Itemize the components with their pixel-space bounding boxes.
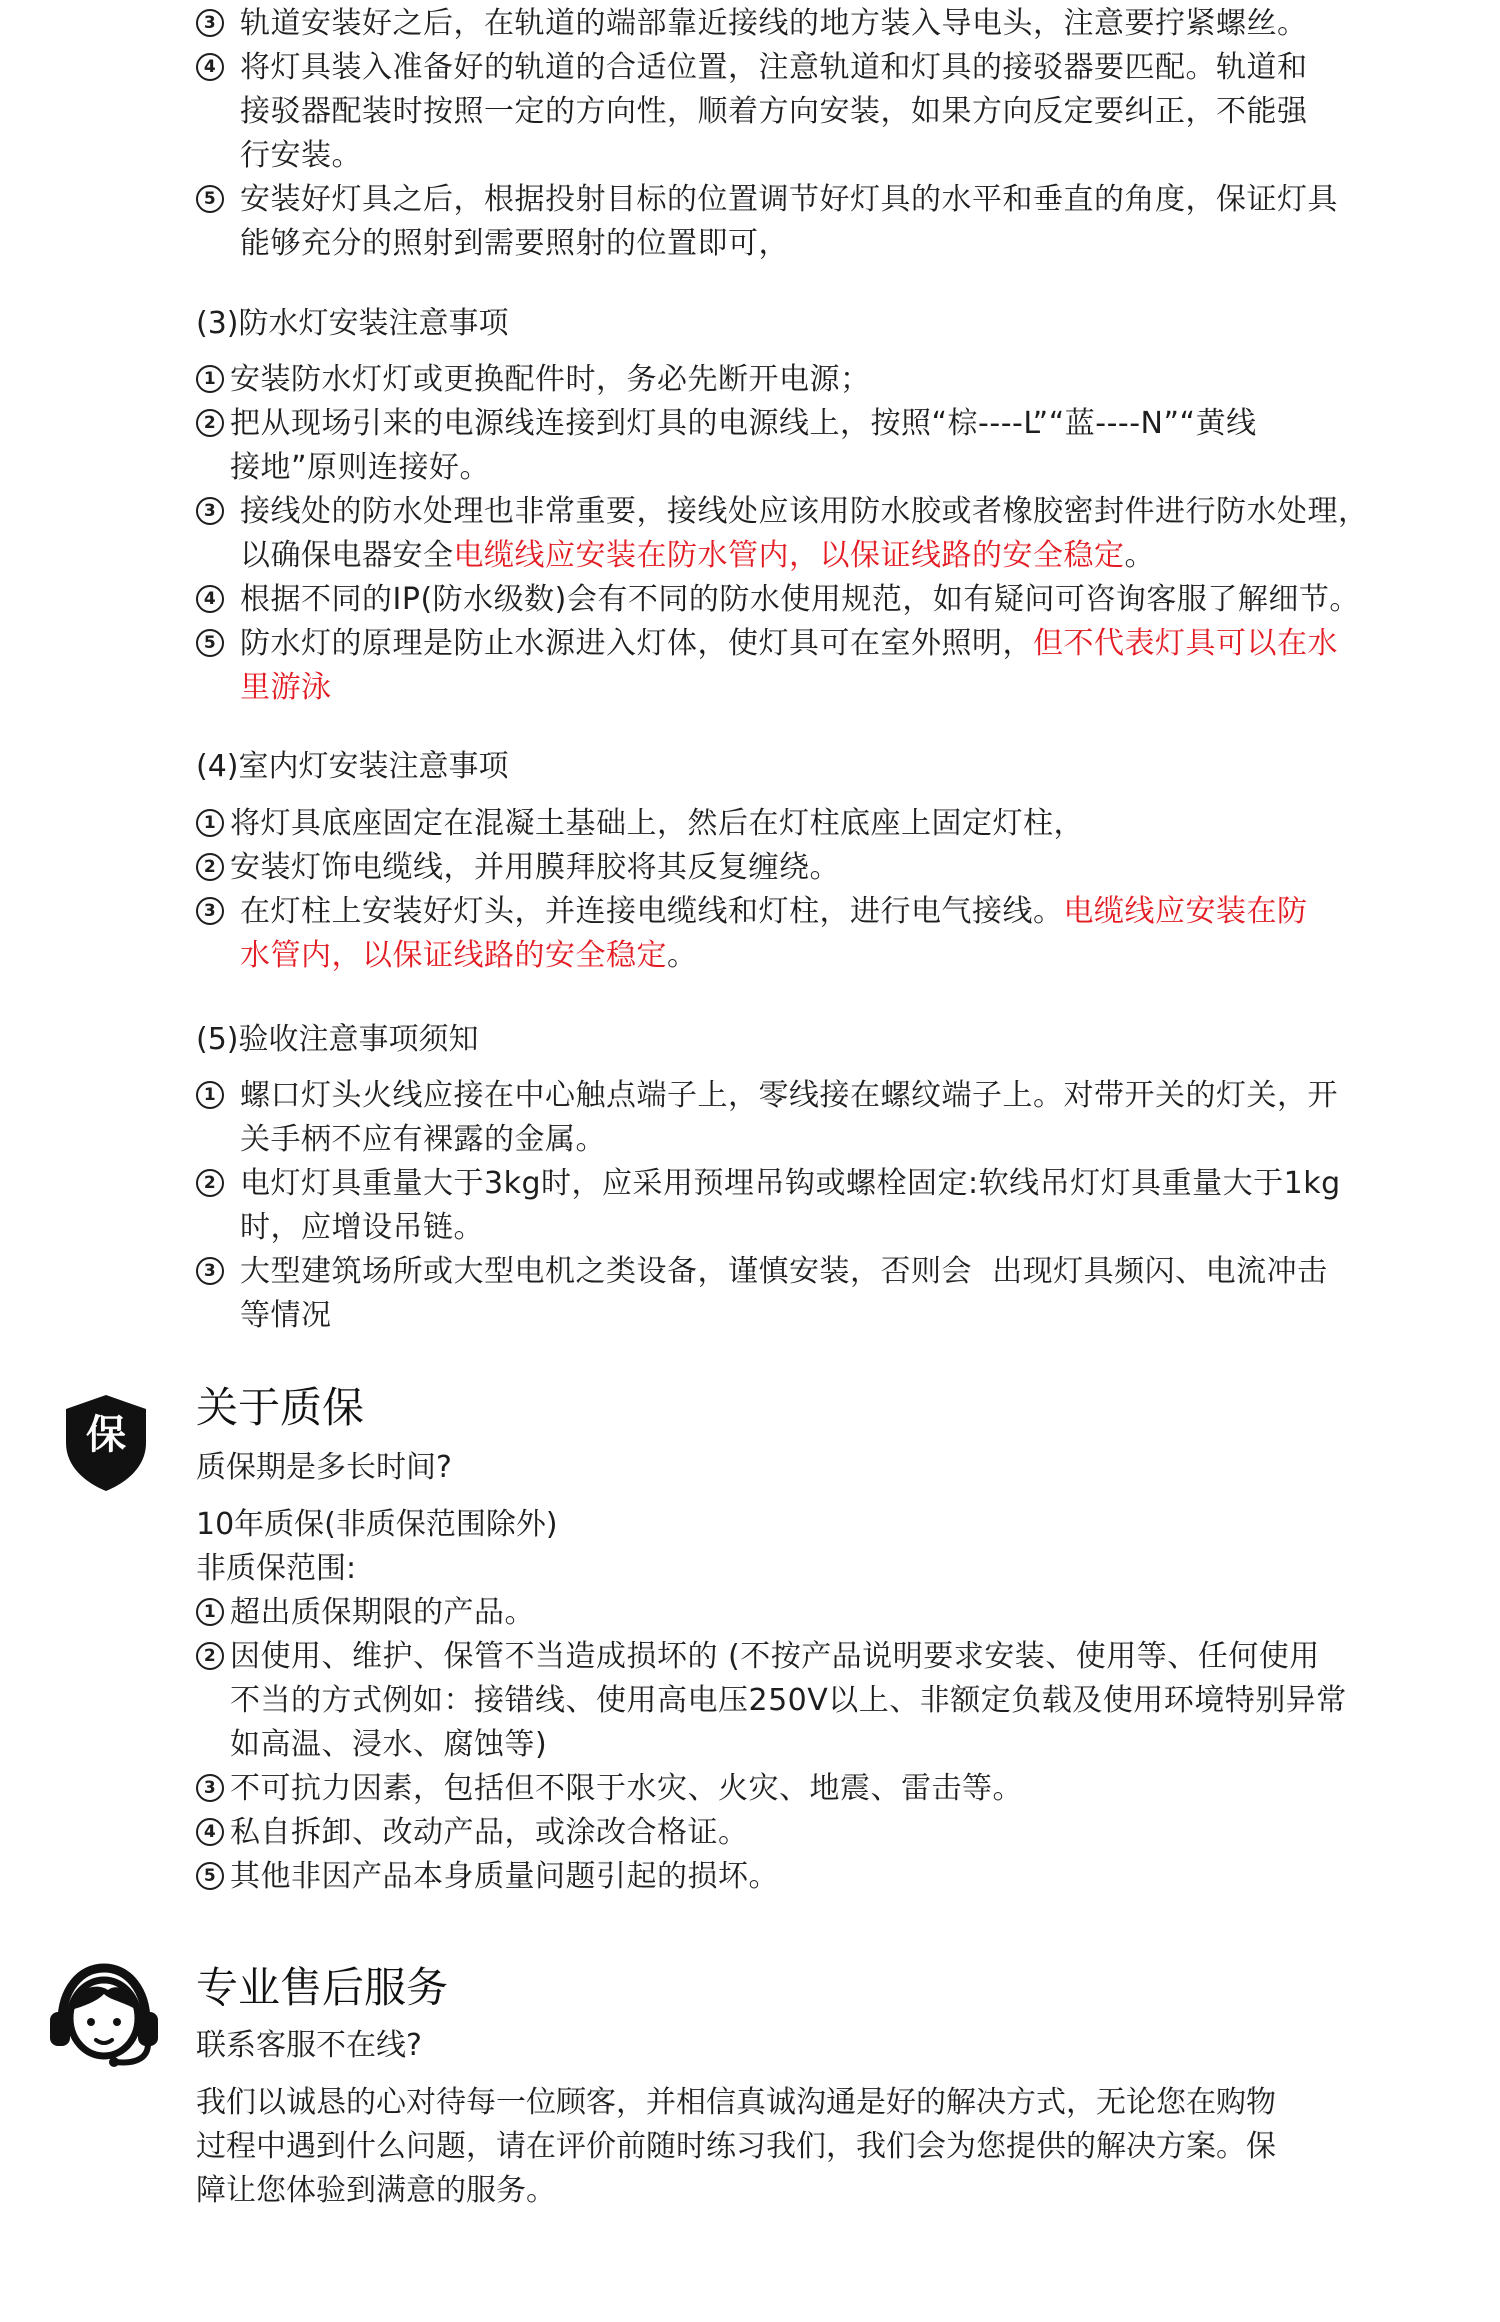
indoor-item-text: 安装灯饰电缆线，并用膜拜胶将其反复缠绕。 [230,850,840,885]
waterproof-item-text-end: 。 [1124,538,1155,573]
indoor-item-text: 将灯具底座固定在混凝土基础上，然后在灯柱底座上固定灯柱， [230,806,1084,841]
step-number-badge: 4 [196,53,224,81]
warranty-item-5 [196,1855,1456,1899]
waterproof-item-text: 把从现场引来的电源线连接到灯具的电源线上，按照“棕----L”“蓝----N”“黄线 接地”原则连接好。 [230,406,1257,485]
item-number-badge: 2 [196,853,224,881]
item-number-badge: 3 [196,1257,224,1285]
warranty-item-2 [196,1635,1456,1767]
acceptance-item-1 [196,1074,1456,1162]
item-number-badge: 1 [196,1081,224,1109]
warranty-period: 10年质保(非质保范围除外) [196,1507,558,1542]
service-question: 联系客服不在线? [196,2028,422,2063]
warranty-scope-label: 非质保范围: [196,1551,357,1586]
item-number-badge: 2 [196,409,224,437]
item-number-badge: 5 [196,629,224,657]
warranty-item-text: 不可抗力因素，包括但不限于水灾、火灾、地震、雷击等。 [230,1771,1023,1806]
acceptance-heading: (5)验收注意事项须知 [196,1022,479,1057]
waterproof-item-4 [196,578,1466,622]
indoor-item-3 [196,890,1456,978]
install-step-5 [196,178,1446,266]
acceptance-item-text: 螺口灯头火线应接在中心触点端子上，零线接在螺纹端子上。对带开关的灯关，开 关手柄不应有裸露的金属。 [240,1078,1338,1157]
warning-highlight: 电缆线应安装在防水管内，以保证线路的安全稳定 [453,538,1125,573]
waterproof-item-text: 安装防水灯灯或更换配件时，务必先断开电源； [230,362,871,397]
warning-highlight: 但不代表灯具可以在水 里游泳 [240,626,1338,705]
warranty-item-1 [196,1591,1456,1635]
step-number-badge: 5 [196,185,224,213]
indoor-heading: (4)室内灯安装注意事项 [196,749,509,784]
install-step-text: 将灯具装入准备好的轨道的合适位置，注意轨道和灯具的接驳器要匹配。轨道和 接驳器配装时按照一定的方向性，顺着方向安装，如果方向反定要纠正，不能强 行安装。 [240,50,1308,173]
indoor-item-text-end: 。 [667,938,698,973]
waterproof-item-text: 防水灯的原理是防止水源进入灯体，使灯具可在室外照明， [240,626,1033,661]
item-number-badge: 3 [196,897,224,925]
warranty-title: 关于质保 [196,1383,365,1432]
warranty-item-text: 超出质保期限的产品。 [230,1595,535,1630]
warning-highlight: 电缆线应安装在防 水管内，以保证线路的安全稳定 [240,894,1308,973]
indoor-item-1 [196,802,1456,846]
warranty-item-3 [196,1767,1456,1811]
item-number-badge: 1 [196,365,224,393]
shield-glyph: 保 [86,1412,126,1458]
waterproof-item-text: 接线处的防水处理也非常重要，接线处应该用防水胶或者橡胶密封件进行防水处理， 以确保电器安全 [240,494,1369,573]
service-title: 专业售后服务 [196,1963,449,2012]
waterproof-item-text: 根据不同的IP(防水级数)会有不同的防水使用规范，如有疑问可咨询客服了解细节。 [240,582,1360,617]
install-step-text: 轨道安装好之后，在轨道的端部靠近接线的地方装入导电头，注意要拧紧螺丝。 [240,6,1308,41]
waterproof-item-5 [196,622,1466,710]
acceptance-item-2 [196,1162,1456,1250]
item-number-badge: 3 [196,497,224,525]
waterproof-item-2 [196,402,1456,490]
warranty-item-text: 其他非因产品本身质量问题引起的损坏。 [230,1859,779,1894]
waterproof-heading: (3)防水灯安装注意事项 [196,306,509,341]
acceptance-item-text: 电灯灯具重量大于3kg时，应采用预埋吊钩或螺栓固定:软线吊灯灯具重量大于1kg 时，应增设吊链。 [240,1166,1341,1245]
indoor-item-text: 在灯柱上安装好灯头，并连接电缆线和灯柱，进行电气接线。 [240,894,1064,929]
item-number-badge: 1 [196,809,224,837]
warranty-question: 质保期是多长时间? [196,1450,452,1485]
install-step-3 [196,2,1446,46]
item-number-badge: 4 [196,585,224,613]
warranty-item-text: 因使用、维护、保管不当造成损坏的 (不按产品说明要求安装、使用等、任何使用 不当的方式例如：接错线、使用高电压250V以上、非额定负载及使用环境特别异常 如高温、浸水、腐蚀等) [230,1639,1347,1762]
waterproof-item-1 [196,358,1456,402]
service-body: 我们以诚恳的心对待每一位顾客，并相信真诚沟通是好的解决方式，无论您在购物 过程中遇到什么问题，请在评价前随时练习我们，我们会为您提供的解决方案。保 障让您体验到满意的服务。 [196,2085,1276,2208]
item-number-badge: 4 [196,1818,224,1846]
headset-agent-icon [44,1960,164,2070]
install-step-text: 安装好灯具之后，根据投射目标的位置调节好灯具的水平和垂直的角度，保证灯具 能够充分的照射到需要照射的位置即可， [240,182,1338,261]
item-number-badge: 5 [196,1862,224,1890]
waterproof-item-3 [196,490,1466,578]
item-number-badge: 2 [196,1642,224,1670]
step-number-badge: 3 [196,9,224,37]
shield-icon [62,1393,150,1493]
item-number-badge: 3 [196,1774,224,1802]
install-step-4 [196,46,1446,178]
indoor-item-2 [196,846,1456,890]
warranty-item-text: 私自拆卸、改动产品，或涂改合格证。 [230,1815,749,1850]
warranty-item-4 [196,1811,1456,1855]
acceptance-item-text: 大型建筑场所或大型电机之类设备，谨慎安装，否则会 出现灯具频闪、电流冲击 等情况 [240,1254,1328,1333]
acceptance-item-3 [196,1250,1456,1338]
item-number-badge: 2 [196,1169,224,1197]
item-number-badge: 1 [196,1598,224,1626]
